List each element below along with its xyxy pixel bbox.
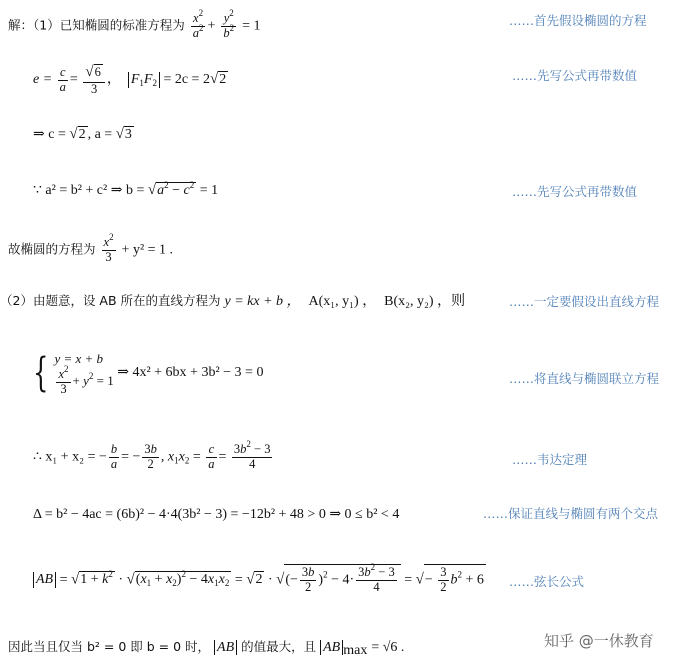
part2-line xyxy=(0,295,465,309)
c-a-values-line: ⇒ c = √2 , a = √3 xyxy=(33,126,132,142)
note-vieta: ……韦达定理 xyxy=(512,452,588,467)
x2-over-a2: $\frac{x^2}{a^2}$ xyxy=(192,8,204,41)
gu-tail: + y² = 1 . xyxy=(121,242,174,258)
quadratic-result: ⇒ 4x² + 6bx + 3b² − 3 = 0 xyxy=(117,365,264,381)
watermark: 知乎 @一休教育 xyxy=(544,632,654,650)
discriminant-line: Δ = b² − 4ac = (6b)² − 4·4(3b² − 3) = −12b² + 48 > 0 ⇒ 0 ≤ b² < 4 xyxy=(33,507,400,522)
chord-length-line: AB = $√1 + k^2 \cdot √(x_1 + x_2)^2 - 4x_1x_2 = √2$ · √(− $\frac{3b}{2}$ )$^2$ − 4· $\frac{3b^2 - 3}{4}$ = √− $\frac{3}{2}$ $b^2 + 6$ xyxy=(33,564,486,594)
final-end: = √6 . xyxy=(371,640,405,655)
e-eq: e = xyxy=(33,72,53,88)
final-mid: 的值最大，且 xyxy=(241,639,317,654)
left-brace: { xyxy=(33,349,49,396)
c-over-a: $\frac{c}{a}$ xyxy=(59,64,66,94)
note-formula-first-1: ……先写公式再带数值 xyxy=(512,68,638,83)
ab-label-1: AB xyxy=(36,572,54,588)
note-assume-ellipse: ……首先假设椭圆的方程 xyxy=(509,13,647,28)
sys-eq-1: y = x + b xyxy=(54,351,104,366)
because-text: ∵ a² = b² + c² ⇒ b = xyxy=(33,183,145,198)
note-assume-line: ……一定要假设出直线方程 xyxy=(509,294,660,309)
y2-over-b2: $\frac{y^2}{b^2}$ xyxy=(223,8,235,41)
note-two-intersections: ……保证直线与椭圆有两个交点 xyxy=(483,506,659,521)
intro-text: 解：（1）已知椭圆的标准方程为 xyxy=(8,17,185,33)
eq-one: = 1 xyxy=(242,18,261,34)
ab-label-3: AB xyxy=(323,640,341,655)
note-formula-first-2: ……先写公式再带数值 xyxy=(512,184,638,199)
note-chord-formula: ……弦长公式 xyxy=(509,574,585,589)
note-combine: ……将直线与椭圆联立方程 xyxy=(509,371,660,386)
ellipse-equation-result xyxy=(8,232,174,265)
solution-intro: 解：（1）已知椭圆的标准方程为 $\frac{x^2}{a^2}$ + $\frac{y^2}{b^2}$ = 1 xyxy=(8,8,261,41)
eq-2c: = 2c = 2 xyxy=(163,72,210,88)
final-conclusion: 因此当且仅当 b² = 0 即 b = 0 时， AB 的值最大，且 AB $_{max}$ = √6 . xyxy=(8,639,405,658)
point-b: B(x₂, y₂) ，则 xyxy=(384,294,466,309)
final-text: 因此当且仅当 b² = 0 即 b = 0 时， xyxy=(8,639,211,654)
point-a: A(x₁, y₁) ， xyxy=(308,294,377,309)
sqrt6-over-3: $\frac{√6}{3}$ xyxy=(83,64,104,96)
f1f2-abs: $F_1F_2$ xyxy=(128,72,160,87)
line-equation: y = kx + b ， xyxy=(224,294,301,309)
ab-label-2: AB xyxy=(217,640,235,655)
gu-text: 故椭圆的方程为 xyxy=(8,241,96,257)
a-eq: , a = xyxy=(87,127,113,142)
eccentricity-line: e = $\frac{c}{a}$ = $\frac{√6}{3}$ ， $F_1F_2 = 2c = 2√2$ xyxy=(33,64,227,96)
eq-1-end: = 1 xyxy=(199,183,219,198)
vieta-line: ∴ x₁ + x₂ = − $\frac{b}{a}$ = − $\frac{3b}{2}$ , $x_1x_2$ = $\frac{c}{a}$ = $\frac{3b^2 - 3}{4}$ xyxy=(33,439,271,472)
simultaneous-system: { y = x + b $\frac{x^2}{3}$ + $y^2 = 1$ ⇒ 4x² + 6bx + 3b² − 3 = 0 xyxy=(33,349,264,396)
x2-over-3: $\frac{x^2}{3}$ xyxy=(103,232,114,265)
vieta-lead: ∴ x₁ + x₂ = − xyxy=(33,449,107,465)
part2-text: （2）由题意，设 AB 所在的直线方程为 xyxy=(0,293,221,308)
imp-c: ⇒ c = xyxy=(33,127,66,142)
b-value-line: ∵ a² = b² + c² ⇒ $b = √a^2 - c^2 = 1$ xyxy=(33,180,219,198)
